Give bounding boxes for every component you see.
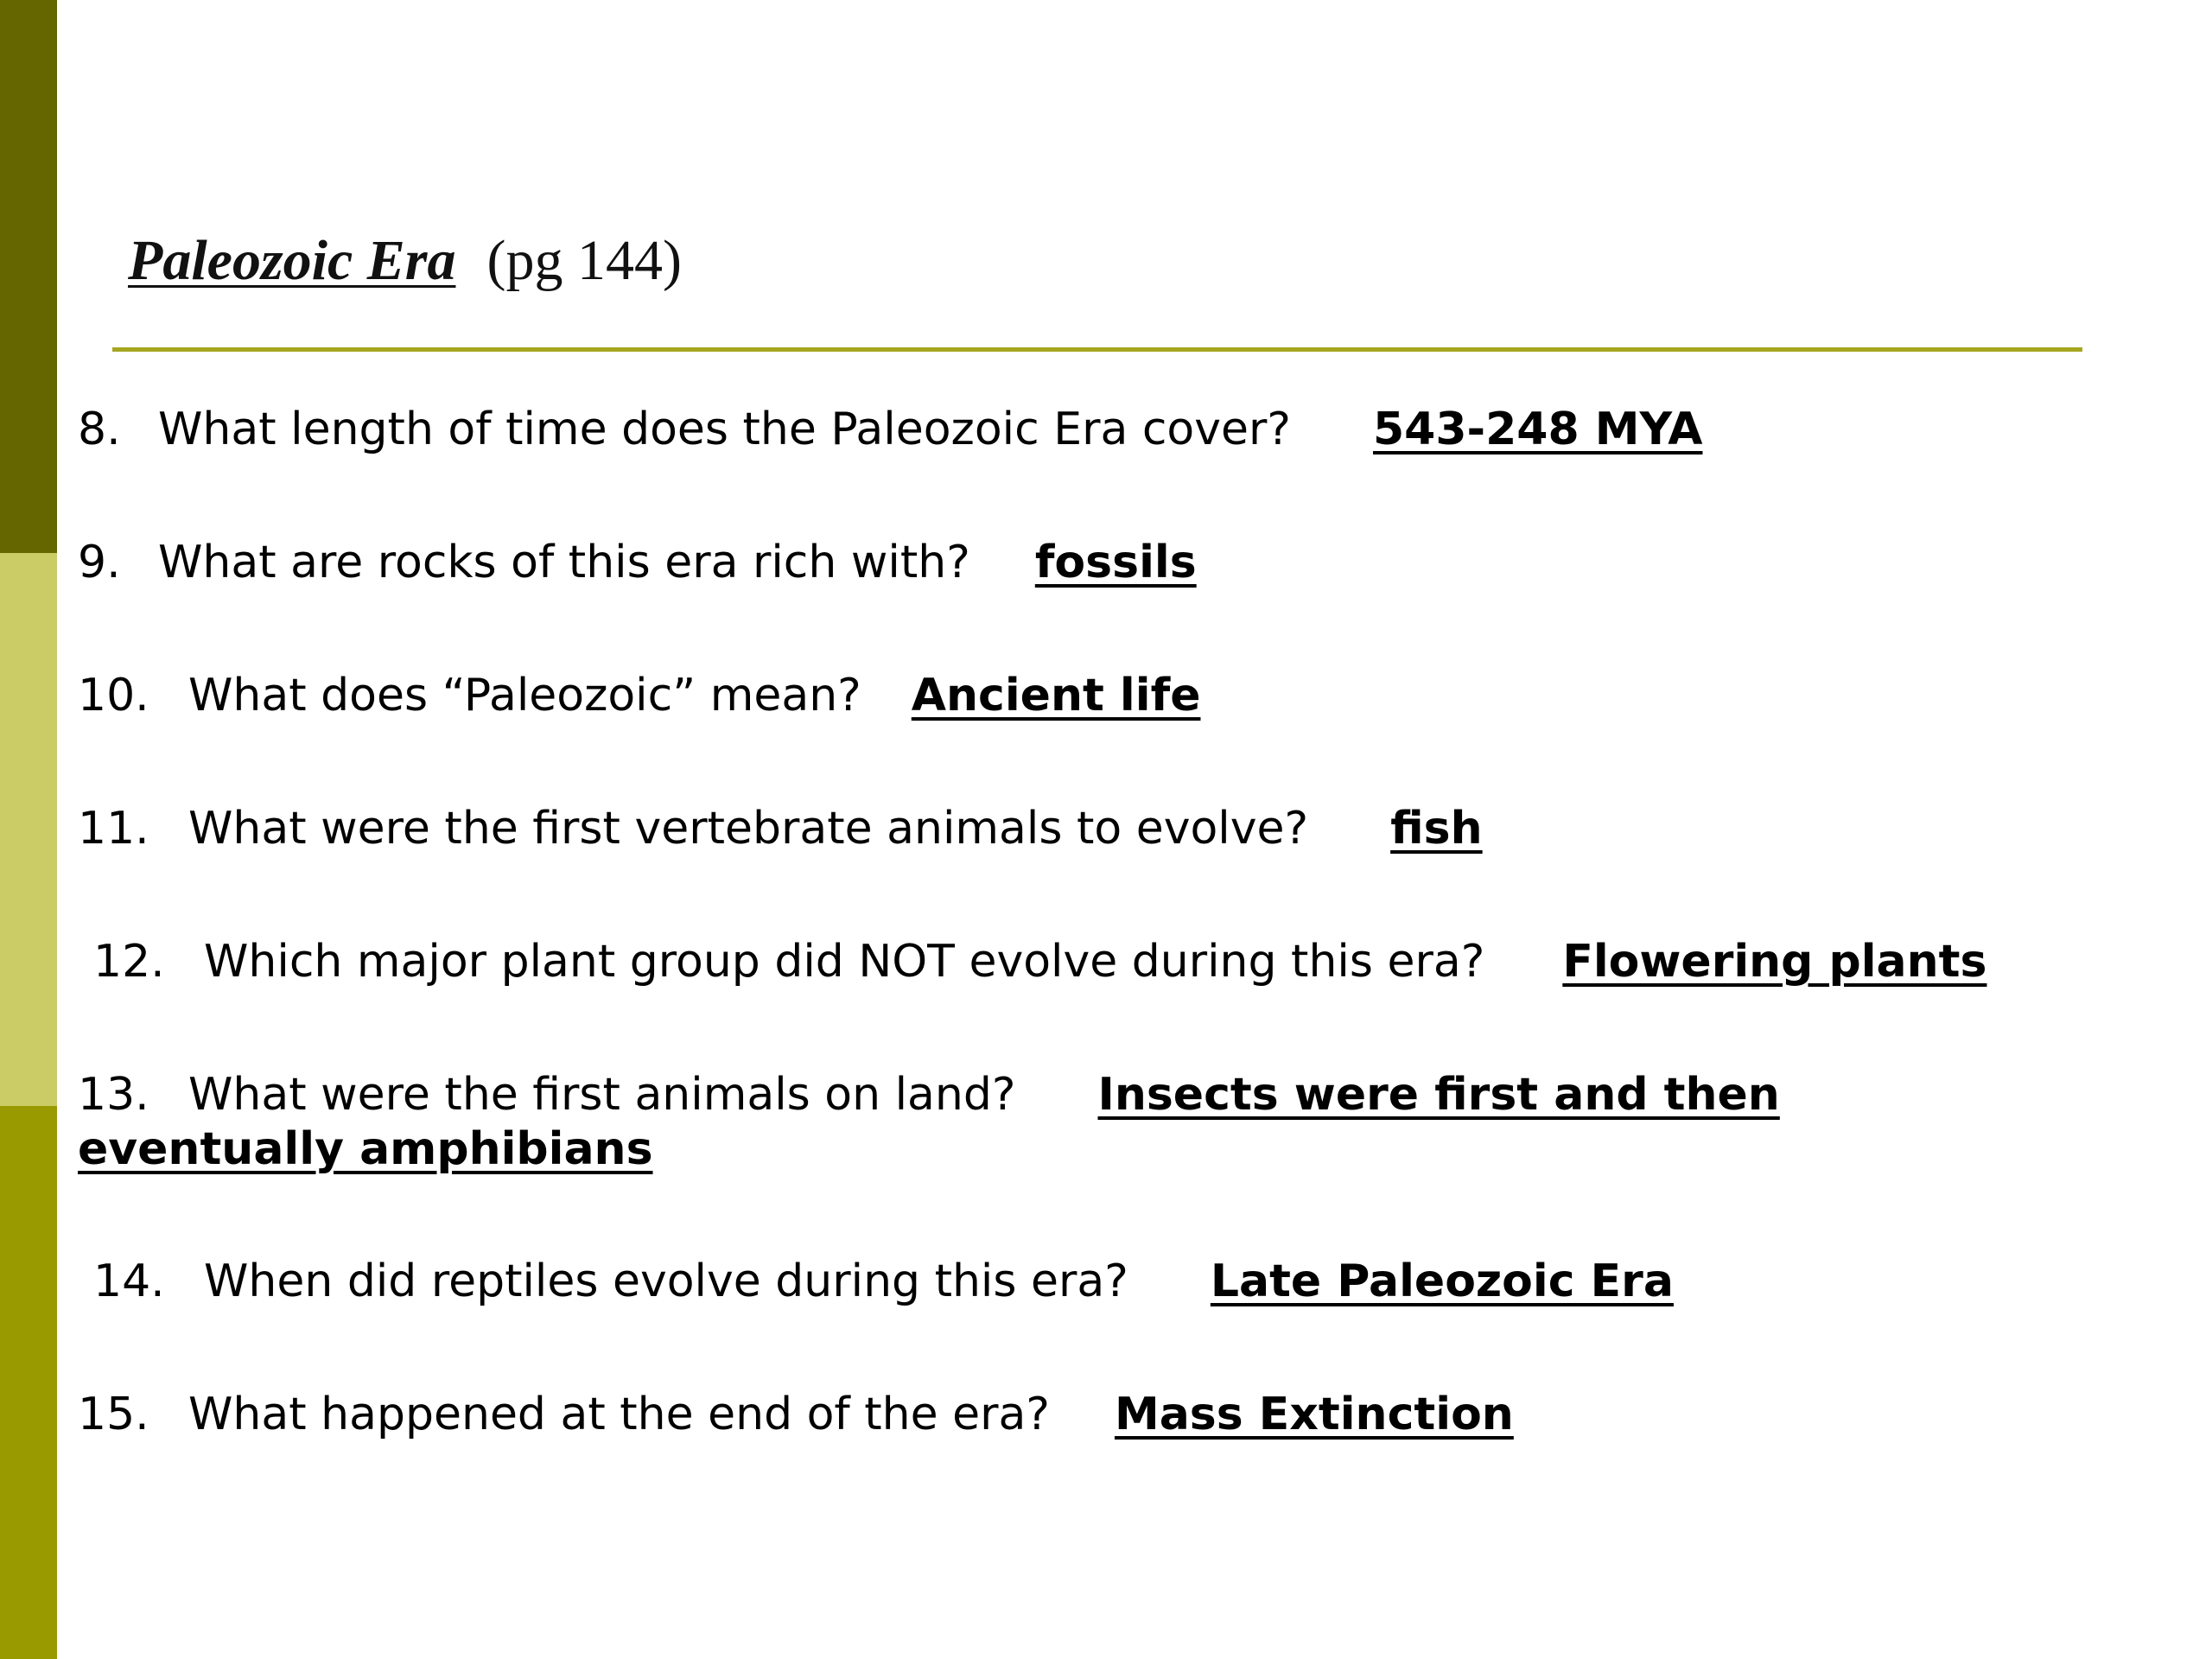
question-text: When did reptiles evolve during this era? xyxy=(204,1255,1128,1307)
answer-text: Flowering plants xyxy=(1562,936,1987,988)
slide-title xyxy=(128,226,682,295)
question-number: 14. xyxy=(93,1255,165,1307)
answer-text-continued: eventually amphibians xyxy=(78,1123,653,1175)
question-13-answer-continued xyxy=(78,1122,653,1177)
question-12 xyxy=(93,934,1986,989)
question-8 xyxy=(78,402,1702,457)
title-divider xyxy=(112,347,2082,352)
side-bar-dark xyxy=(0,0,57,553)
side-bar-light xyxy=(0,553,57,1106)
question-10 xyxy=(78,668,1200,723)
answer-text: fish xyxy=(1390,803,1483,855)
question-text: What are rocks of this era rich with? xyxy=(158,537,970,588)
question-14 xyxy=(93,1254,1674,1309)
question-number: 15. xyxy=(78,1389,149,1440)
question-text: What were the first vertebrate animals to evolve? xyxy=(188,803,1309,855)
question-9 xyxy=(78,535,1197,590)
answer-text: fossils xyxy=(1034,537,1197,588)
question-13 xyxy=(78,1067,1780,1122)
title-main: Paleozoic Era xyxy=(128,229,456,292)
answer-text: Late Paleozoic Era xyxy=(1210,1255,1674,1307)
answer-text: Ancient life xyxy=(911,670,1201,721)
question-number: 8. xyxy=(78,404,121,455)
question-text: What were the first animals on land? xyxy=(188,1069,1016,1121)
side-bar-olive xyxy=(0,1106,57,1659)
answer-text: Insects were first and then xyxy=(1097,1069,1780,1121)
answer-text: 543-248 MYA xyxy=(1373,404,1703,455)
question-11 xyxy=(78,801,1483,856)
answer-text: Mass Extinction xyxy=(1114,1389,1514,1440)
question-number: 12. xyxy=(93,936,165,988)
question-text: What length of time does the Paleozoic Era cover? xyxy=(158,404,1291,455)
question-number: 10. xyxy=(78,670,149,721)
question-number: 9. xyxy=(78,537,121,588)
title-page-ref: (pg 144) xyxy=(486,229,682,292)
question-text: Which major plant group did NOT evolve during this era? xyxy=(204,936,1485,988)
question-number: 11. xyxy=(78,803,149,855)
question-15 xyxy=(78,1387,1514,1442)
question-text: What happened at the end of the era? xyxy=(188,1389,1050,1440)
question-text: What does “Paleozoic” mean? xyxy=(188,670,861,721)
question-number: 13. xyxy=(78,1069,149,1121)
